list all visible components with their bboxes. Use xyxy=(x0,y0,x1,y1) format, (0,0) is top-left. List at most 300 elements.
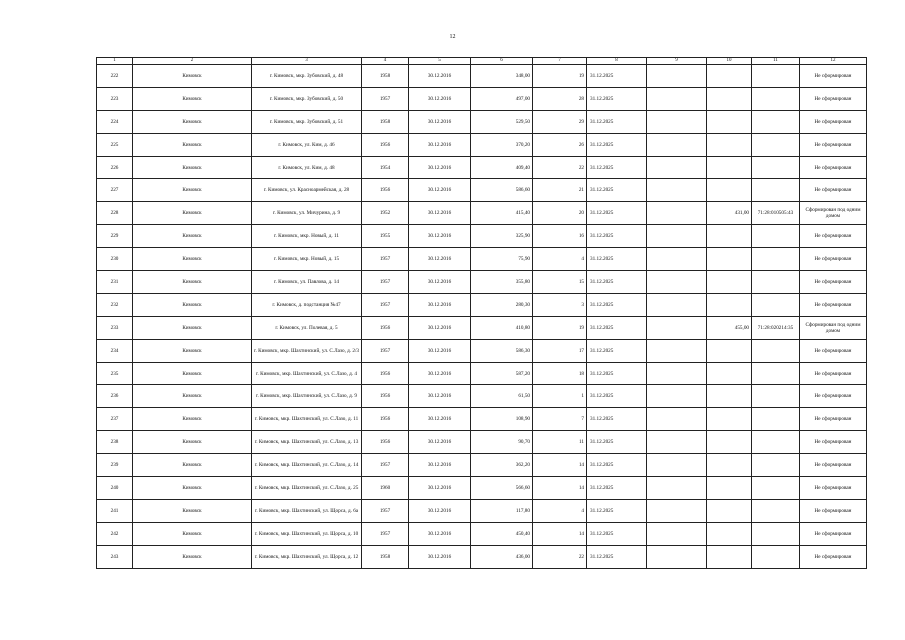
column-number-3: 3 xyxy=(252,58,362,65)
inspection-date-cell: 30.12.2016 xyxy=(409,499,471,522)
column-9-cell xyxy=(647,522,707,545)
column-9-cell xyxy=(647,477,707,500)
land-status-cell: Не сформирован xyxy=(800,271,867,294)
residents-count-cell: 1 xyxy=(533,385,587,408)
residents-count-cell: 20 xyxy=(533,202,587,225)
row-number: 238 xyxy=(97,431,133,454)
row-number: 229 xyxy=(97,225,133,248)
address-cell: г. Кимовск, мкр. Шахтинский, ул. С.Лазо, д. 25 xyxy=(252,477,362,500)
address-cell: г. Кимовск, ул. Красноармейская, д. 28 xyxy=(252,179,362,202)
cadastral-number-cell xyxy=(752,293,800,316)
cadastral-number-cell xyxy=(752,248,800,271)
residents-count-cell: 15 xyxy=(533,271,587,294)
inspection-date-cell: 30.12.2016 xyxy=(409,248,471,271)
municipality-cell: Кимовск xyxy=(133,271,252,294)
table-row xyxy=(97,339,867,362)
column-9-cell xyxy=(647,385,707,408)
deadline-cell: 31.12.2025 xyxy=(587,179,647,202)
column-9-cell xyxy=(647,431,707,454)
municipality-cell: Кимовск xyxy=(133,339,252,362)
municipality-cell: Кимовск xyxy=(133,385,252,408)
land-area-cell xyxy=(707,87,752,110)
deadline-cell: 31.12.2025 xyxy=(587,545,647,568)
deadline-cell: 31.12.2025 xyxy=(587,316,647,339)
area-cell: 450,40 xyxy=(471,522,533,545)
cadastral-number-cell xyxy=(752,271,800,294)
municipality-cell: Кимовск xyxy=(133,431,252,454)
cadastral-number-cell xyxy=(752,110,800,133)
residents-count-cell: 14 xyxy=(533,522,587,545)
table-row xyxy=(97,431,867,454)
land-area-cell xyxy=(707,408,752,431)
deadline-cell: 31.12.2025 xyxy=(587,65,647,88)
address-cell: г. Кимовск, ул. Ким, д. 48 xyxy=(252,156,362,179)
address-cell: г. Кимовск, мкр. Зубовский, д. 51 xyxy=(252,110,362,133)
area-cell: 355,80 xyxy=(471,271,533,294)
municipality-cell: Кимовск xyxy=(133,110,252,133)
municipality-cell: Кимовск xyxy=(133,293,252,316)
residents-count-cell: 18 xyxy=(533,362,587,385)
row-number: 235 xyxy=(97,362,133,385)
year-built-cell: 1957 xyxy=(362,499,409,522)
column-9-cell xyxy=(647,545,707,568)
land-area-cell xyxy=(707,293,752,316)
cadastral-number-cell xyxy=(752,339,800,362)
residents-count-cell: 7 xyxy=(533,408,587,431)
deadline-cell: 31.12.2025 xyxy=(587,87,647,110)
cadastral-number-cell xyxy=(752,431,800,454)
municipality-cell: Кимовск xyxy=(133,408,252,431)
cadastral-number-cell xyxy=(752,156,800,179)
cadastral-number-cell xyxy=(752,454,800,477)
row-number: 227 xyxy=(97,179,133,202)
area-cell: 370,20 xyxy=(471,133,533,156)
year-built-cell: 1956 xyxy=(362,385,409,408)
residents-count-cell: 22 xyxy=(533,156,587,179)
deadline-cell: 31.12.2025 xyxy=(587,431,647,454)
inspection-date-cell: 30.12.2016 xyxy=(409,339,471,362)
municipality-cell: Кимовск xyxy=(133,316,252,339)
land-status-cell: Сформирован под одним домом xyxy=(800,202,867,225)
column-9-cell xyxy=(647,499,707,522)
address-cell: г. Кимовск, ул. Полевая, д. 5 xyxy=(252,316,362,339)
inspection-date-cell: 30.12.2016 xyxy=(409,156,471,179)
municipality-cell: Кимовск xyxy=(133,248,252,271)
residents-count-cell: 14 xyxy=(533,477,587,500)
cadastral-number-cell xyxy=(752,499,800,522)
municipality-cell: Кимовск xyxy=(133,522,252,545)
land-status-cell: Сформирован под одним домом xyxy=(800,316,867,339)
municipality-cell: Кимовск xyxy=(133,179,252,202)
row-number: 228 xyxy=(97,202,133,225)
land-area-cell xyxy=(707,271,752,294)
table-row xyxy=(97,499,867,522)
column-9-cell xyxy=(647,316,707,339)
column-9-cell xyxy=(647,293,707,316)
year-built-cell: 1956 xyxy=(362,362,409,385)
year-built-cell: 1957 xyxy=(362,271,409,294)
inspection-date-cell: 30.12.2016 xyxy=(409,202,471,225)
row-number: 234 xyxy=(97,339,133,362)
land-area-cell xyxy=(707,179,752,202)
deadline-cell: 31.12.2025 xyxy=(587,293,647,316)
inspection-date-cell: 30.12.2016 xyxy=(409,431,471,454)
table-row xyxy=(97,408,867,431)
cadastral-number-cell xyxy=(752,545,800,568)
deadline-cell: 31.12.2025 xyxy=(587,454,647,477)
column-9-cell xyxy=(647,454,707,477)
residents-count-cell: 28 xyxy=(533,87,587,110)
row-number: 239 xyxy=(97,454,133,477)
area-cell: 90,70 xyxy=(471,431,533,454)
land-status-cell: Не сформирован xyxy=(800,156,867,179)
land-area-cell xyxy=(707,385,752,408)
land-status-cell: Не сформирован xyxy=(800,545,867,568)
year-built-cell: 1956 xyxy=(362,179,409,202)
column-number-6: 6 xyxy=(471,58,533,65)
land-status-cell: Не сформирован xyxy=(800,499,867,522)
land-area-cell xyxy=(707,156,752,179)
area-cell: 108,90 xyxy=(471,408,533,431)
row-number: 237 xyxy=(97,408,133,431)
deadline-cell: 31.12.2025 xyxy=(587,522,647,545)
year-built-cell: 1957 xyxy=(362,293,409,316)
inspection-date-cell: 30.12.2016 xyxy=(409,477,471,500)
land-area-cell xyxy=(707,454,752,477)
area-cell: 586,60 xyxy=(471,179,533,202)
inspection-date-cell: 30.12.2016 xyxy=(409,293,471,316)
year-built-cell: 1958 xyxy=(362,110,409,133)
address-cell: г. Кимовск, мкр. Шахтинский, ул. С.Лазо, д. 9 xyxy=(252,385,362,408)
table-row xyxy=(97,225,867,248)
land-status-cell: Не сформирован xyxy=(800,477,867,500)
column-number-row xyxy=(97,58,867,65)
land-area-cell xyxy=(707,225,752,248)
area-cell: 566,60 xyxy=(471,477,533,500)
residents-count-cell: 22 xyxy=(533,545,587,568)
address-cell: г. Кимовск, мкр. Зубовский, д. 50 xyxy=(252,87,362,110)
row-number: 240 xyxy=(97,477,133,500)
deadline-cell: 31.12.2025 xyxy=(587,110,647,133)
inspection-date-cell: 30.12.2016 xyxy=(409,408,471,431)
land-status-cell: Не сформирован xyxy=(800,339,867,362)
land-area-cell xyxy=(707,248,752,271)
land-status-cell: Не сформирован xyxy=(800,65,867,88)
land-area-cell xyxy=(707,339,752,362)
cadastral-number-cell xyxy=(752,179,800,202)
residents-count-cell: 16 xyxy=(533,225,587,248)
table-row xyxy=(97,202,867,225)
page-number: 12 xyxy=(449,34,456,40)
inspection-date-cell: 30.12.2016 xyxy=(409,454,471,477)
column-number-7: 7 xyxy=(533,58,587,65)
column-number-9: 9 xyxy=(647,58,707,65)
cadastral-number-cell xyxy=(752,87,800,110)
cadastral-number-cell xyxy=(752,408,800,431)
column-9-cell xyxy=(647,110,707,133)
area-cell: 280,30 xyxy=(471,293,533,316)
deadline-cell: 31.12.2025 xyxy=(587,271,647,294)
municipality-cell: Кимовск xyxy=(133,499,252,522)
land-area-cell xyxy=(707,499,752,522)
address-cell: г. Кимовск, ул. Павлова, д. 14 xyxy=(252,271,362,294)
residents-count-cell: 21 xyxy=(533,179,587,202)
cadastral-number-cell xyxy=(752,362,800,385)
municipality-cell: Кимовск xyxy=(133,156,252,179)
deadline-cell: 31.12.2025 xyxy=(587,477,647,500)
table-row xyxy=(97,133,867,156)
land-status-cell: Не сформирован xyxy=(800,385,867,408)
municipality-cell: Кимовск xyxy=(133,65,252,88)
inspection-date-cell: 30.12.2016 xyxy=(409,362,471,385)
row-number: 222 xyxy=(97,65,133,88)
inspection-date-cell: 30.12.2016 xyxy=(409,316,471,339)
address-cell: г. Кимовск, мкр. Шахтинский, ул. С.Лазо, д. 11 xyxy=(252,408,362,431)
municipality-cell: Кимовск xyxy=(133,362,252,385)
area-cell: 410,80 xyxy=(471,316,533,339)
address-cell: г. Кимовск, мкр. Шахтинский, ул. С.Лазо, д. 13 xyxy=(252,431,362,454)
inspection-date-cell: 30.12.2016 xyxy=(409,133,471,156)
row-number: 243 xyxy=(97,545,133,568)
column-9-cell xyxy=(647,408,707,431)
area-cell: 325,90 xyxy=(471,225,533,248)
table-row xyxy=(97,316,867,339)
cadastral-number-cell: 71:28:010505:43 xyxy=(752,202,800,225)
table-row xyxy=(97,179,867,202)
inspection-date-cell: 30.12.2016 xyxy=(409,225,471,248)
address-cell: г. Кимовск, мкр. Новый, д. 15 xyxy=(252,248,362,271)
table-row xyxy=(97,110,867,133)
land-area-cell xyxy=(707,110,752,133)
table-body xyxy=(97,58,867,569)
column-9-cell xyxy=(647,156,707,179)
year-built-cell: 1958 xyxy=(362,65,409,88)
deadline-cell: 31.12.2025 xyxy=(587,156,647,179)
deadline-cell: 31.12.2025 xyxy=(587,362,647,385)
land-area-cell xyxy=(707,133,752,156)
column-9-cell xyxy=(647,87,707,110)
table-row xyxy=(97,385,867,408)
land-status-cell: Не сформирован xyxy=(800,431,867,454)
area-cell: 497,00 xyxy=(471,87,533,110)
deadline-cell: 31.12.2025 xyxy=(587,202,647,225)
land-status-cell: Не сформирован xyxy=(800,110,867,133)
land-area-cell xyxy=(707,65,752,88)
address-cell: г. Кимовск, мкр. Шахтинский, ул. С.Лазо, д. 14 xyxy=(252,454,362,477)
residents-count-cell: 14 xyxy=(533,454,587,477)
table-row xyxy=(97,87,867,110)
deadline-cell: 31.12.2025 xyxy=(587,408,647,431)
row-number: 230 xyxy=(97,248,133,271)
inspection-date-cell: 30.12.2016 xyxy=(409,87,471,110)
row-number: 225 xyxy=(97,133,133,156)
land-area-cell: 455,00 xyxy=(707,316,752,339)
residents-count-cell: 19 xyxy=(533,316,587,339)
year-built-cell: 1957 xyxy=(362,339,409,362)
area-cell: 587,20 xyxy=(471,362,533,385)
area-cell: 348,00 xyxy=(471,65,533,88)
area-cell: 61,50 xyxy=(471,385,533,408)
municipality-cell: Кимовск xyxy=(133,87,252,110)
area-cell: 415,40 xyxy=(471,202,533,225)
land-status-cell: Не сформирован xyxy=(800,87,867,110)
column-9-cell xyxy=(647,248,707,271)
column-number-10: 10 xyxy=(707,58,752,65)
address-cell: г. Кимовск, мкр. Шахтинский, ул. Щорса, д. 12 xyxy=(252,545,362,568)
residents-count-cell: 26 xyxy=(533,133,587,156)
row-number: 241 xyxy=(97,499,133,522)
column-9-cell xyxy=(647,65,707,88)
column-number-8: 8 xyxy=(587,58,647,65)
area-cell: 362,20 xyxy=(471,454,533,477)
year-built-cell: 1956 xyxy=(362,316,409,339)
address-cell: г. Кимовск, мкр. Шахтинский, ул. С.Лазо, д. 4 xyxy=(252,362,362,385)
inspection-date-cell: 30.12.2016 xyxy=(409,110,471,133)
address-cell: г. Кимовск, ул. Мичурина, д. 9 xyxy=(252,202,362,225)
land-area-cell xyxy=(707,522,752,545)
land-status-cell: Не сформирован xyxy=(800,454,867,477)
residents-count-cell: 3 xyxy=(533,293,587,316)
table-row xyxy=(97,156,867,179)
address-cell: г. Кимовск, ул. Ким, д. 46 xyxy=(252,133,362,156)
land-status-cell: Не сформирован xyxy=(800,179,867,202)
year-built-cell: 1960 xyxy=(362,477,409,500)
land-status-cell: Не сформирован xyxy=(800,248,867,271)
area-cell: 117,80 xyxy=(471,499,533,522)
row-number: 231 xyxy=(97,271,133,294)
table-row xyxy=(97,271,867,294)
inspection-date-cell: 30.12.2016 xyxy=(409,271,471,294)
cadastral-number-cell xyxy=(752,225,800,248)
deadline-cell: 31.12.2025 xyxy=(587,248,647,271)
land-status-cell: Не сформирован xyxy=(800,133,867,156)
column-9-cell xyxy=(647,271,707,294)
table-row xyxy=(97,362,867,385)
column-9-cell xyxy=(647,202,707,225)
area-cell: 409,40 xyxy=(471,156,533,179)
row-number: 226 xyxy=(97,156,133,179)
area-cell: 75,90 xyxy=(471,248,533,271)
year-built-cell: 1957 xyxy=(362,248,409,271)
column-number-5: 5 xyxy=(409,58,471,65)
deadline-cell: 31.12.2025 xyxy=(587,339,647,362)
land-area-cell xyxy=(707,362,752,385)
housing-register-table xyxy=(96,57,867,569)
table-row xyxy=(97,454,867,477)
land-area-cell xyxy=(707,431,752,454)
row-number: 232 xyxy=(97,293,133,316)
municipality-cell: Кимовск xyxy=(133,454,252,477)
year-built-cell: 1958 xyxy=(362,545,409,568)
address-cell: г. Кимовск, мкр. Зубовский, д. 48 xyxy=(252,65,362,88)
residents-count-cell: 11 xyxy=(533,431,587,454)
year-built-cell: 1957 xyxy=(362,522,409,545)
area-cell: 436,00 xyxy=(471,545,533,568)
table-row xyxy=(97,522,867,545)
cadastral-number-cell xyxy=(752,65,800,88)
inspection-date-cell: 30.12.2016 xyxy=(409,179,471,202)
row-number: 242 xyxy=(97,522,133,545)
column-9-cell xyxy=(647,339,707,362)
municipality-cell: Кимовск xyxy=(133,225,252,248)
table-row xyxy=(97,293,867,316)
year-built-cell: 1952 xyxy=(362,202,409,225)
municipality-cell: Кимовск xyxy=(133,477,252,500)
inspection-date-cell: 30.12.2016 xyxy=(409,522,471,545)
residents-count-cell: 17 xyxy=(533,339,587,362)
land-area-cell: 431,00 xyxy=(707,202,752,225)
column-number-11: 11 xyxy=(752,58,800,65)
year-built-cell: 1955 xyxy=(362,225,409,248)
area-cell: 529,50 xyxy=(471,110,533,133)
column-number-2: 2 xyxy=(133,58,252,65)
column-9-cell xyxy=(647,179,707,202)
column-9-cell xyxy=(647,133,707,156)
land-status-cell: Не сформирован xyxy=(800,362,867,385)
address-cell: г. Кимовск, д. подстанция №47 xyxy=(252,293,362,316)
inspection-date-cell: 30.12.2016 xyxy=(409,65,471,88)
inspection-date-cell: 30.12.2016 xyxy=(409,385,471,408)
table-row xyxy=(97,248,867,271)
inspection-date-cell: 30.12.2016 xyxy=(409,545,471,568)
land-status-cell: Не сформирован xyxy=(800,408,867,431)
residents-count-cell: 19 xyxy=(533,65,587,88)
cadastral-number-cell xyxy=(752,522,800,545)
residents-count-cell: 4 xyxy=(533,499,587,522)
cadastral-number-cell xyxy=(752,385,800,408)
year-built-cell: 1956 xyxy=(362,431,409,454)
year-built-cell: 1957 xyxy=(362,87,409,110)
deadline-cell: 31.12.2025 xyxy=(587,385,647,408)
area-cell: 586,30 xyxy=(471,339,533,362)
row-number: 224 xyxy=(97,110,133,133)
residents-count-cell: 4 xyxy=(533,248,587,271)
land-status-cell: Не сформирован xyxy=(800,293,867,316)
cadastral-number-cell xyxy=(752,133,800,156)
land-area-cell xyxy=(707,545,752,568)
land-status-cell: Не сформирован xyxy=(800,225,867,248)
table-row xyxy=(97,545,867,568)
table-row xyxy=(97,65,867,88)
row-number: 223 xyxy=(97,87,133,110)
address-cell: г. Кимовск, мкр. Шахтинский, ул. Щорса, д. 10 xyxy=(252,522,362,545)
deadline-cell: 31.12.2025 xyxy=(587,225,647,248)
address-cell: г. Кимовск, мкр. Новый, д. 11 xyxy=(252,225,362,248)
column-number-4: 4 xyxy=(362,58,409,65)
address-cell: г. Кимовск, мкр. Шахтинский, ул. Щорса, д. 6а xyxy=(252,499,362,522)
column-number-1: 1 xyxy=(97,58,133,65)
column-9-cell xyxy=(647,362,707,385)
municipality-cell: Кимовск xyxy=(133,133,252,156)
column-number-12: 12 xyxy=(800,58,867,65)
cadastral-number-cell: 71:28:020214:35 xyxy=(752,316,800,339)
deadline-cell: 31.12.2025 xyxy=(587,133,647,156)
year-built-cell: 1954 xyxy=(362,156,409,179)
year-built-cell: 1956 xyxy=(362,133,409,156)
year-built-cell: 1957 xyxy=(362,454,409,477)
land-status-cell: Не сформирован xyxy=(800,522,867,545)
year-built-cell: 1956 xyxy=(362,408,409,431)
municipality-cell: Кимовск xyxy=(133,202,252,225)
land-area-cell xyxy=(707,477,752,500)
address-cell: г. Кимовск, мкр. Шахтинский, ул. С.Лазо, д. 2/3 xyxy=(252,339,362,362)
row-number: 233 xyxy=(97,316,133,339)
deadline-cell: 31.12.2025 xyxy=(587,499,647,522)
municipality-cell: Кимовск xyxy=(133,545,252,568)
residents-count-cell: 29 xyxy=(533,110,587,133)
table-row xyxy=(97,477,867,500)
row-number: 236 xyxy=(97,385,133,408)
